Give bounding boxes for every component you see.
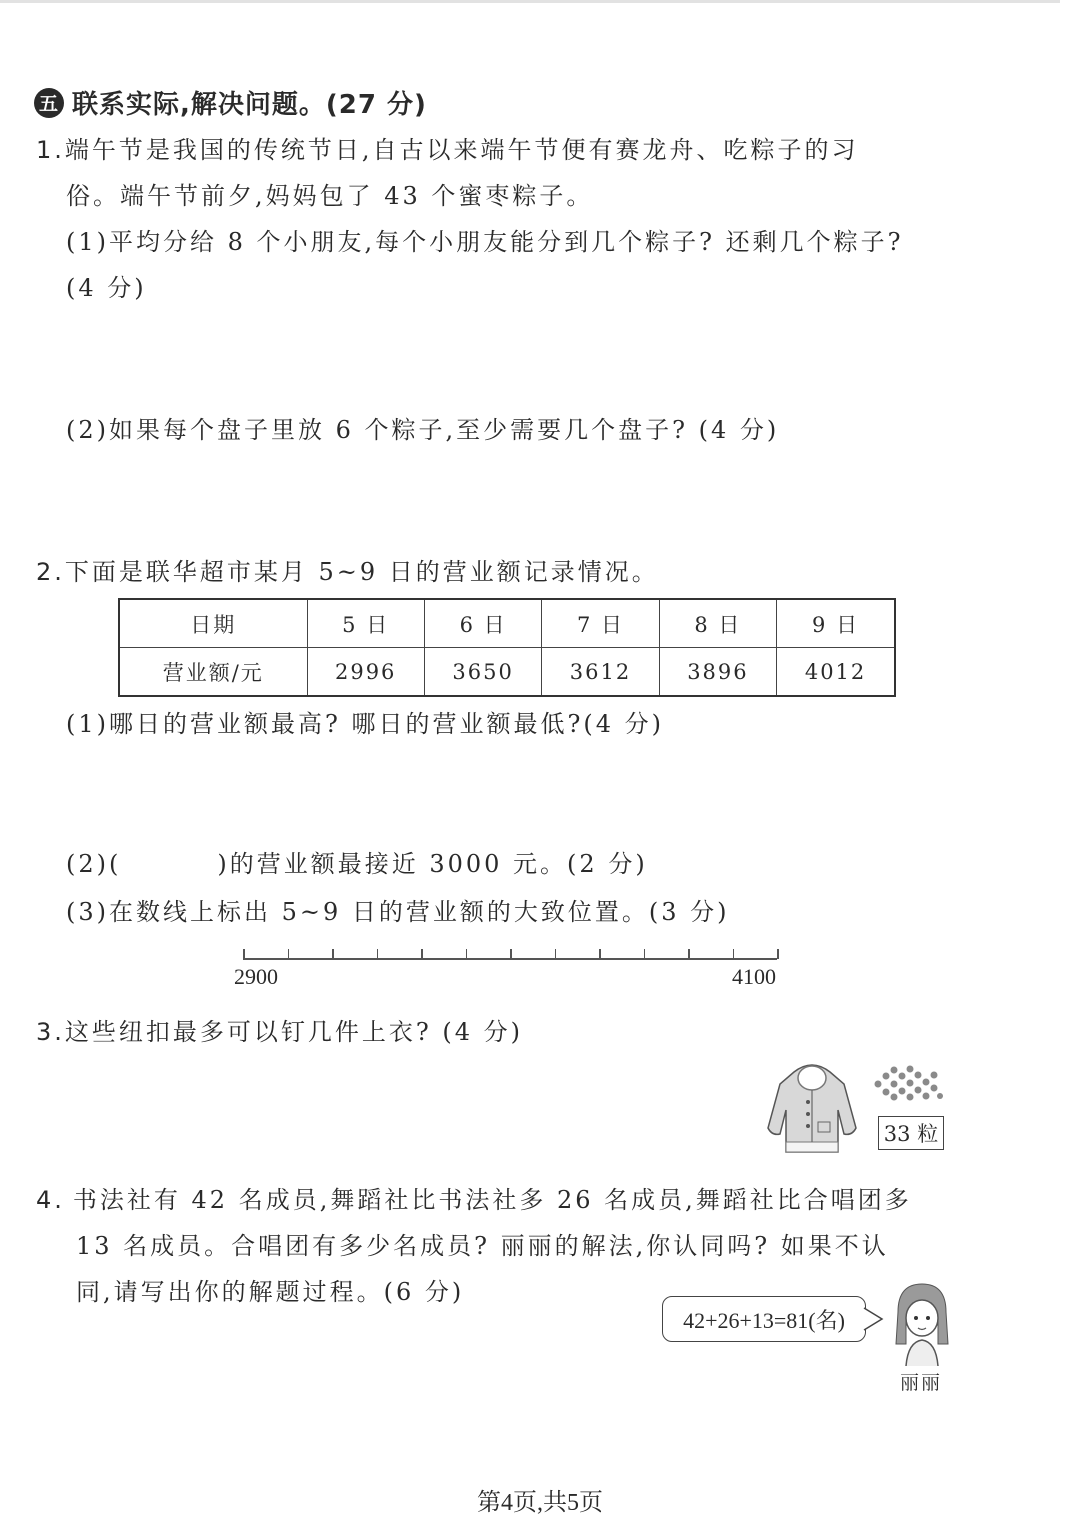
q2-sub2-prefix: (2)( xyxy=(66,850,122,878)
sales-table xyxy=(118,598,896,697)
q1-sub1-line2: (4 分) xyxy=(66,274,147,302)
number-line-tick xyxy=(332,949,334,959)
table-day-cell: 8 日 xyxy=(659,599,776,648)
q1-sub1-line1: (1)平均分给 8 个小朋友,每个小朋友能分到几个粽子? 还剩几个粽子? xyxy=(66,228,904,256)
number-line-end-label: 4100 xyxy=(732,964,776,989)
table-row-dates xyxy=(119,599,895,648)
number-line-tick xyxy=(243,949,245,959)
table-sales-cell: 4012 xyxy=(777,648,895,697)
number-line-tick xyxy=(377,949,379,959)
q2-intro-line xyxy=(36,552,659,587)
q3-number: 3. xyxy=(36,1018,65,1046)
number-line-tick xyxy=(644,949,646,959)
q2-sub1: (1)哪日的营业额最高? 哪日的营业额最低?(4 分) xyxy=(66,710,664,738)
q3-line xyxy=(36,1012,523,1047)
table-day-cell: 5 日 xyxy=(307,599,424,648)
q4-text-line2: 13 名成员。合唱团有多少名成员? 丽丽的解法,你认同吗? 如果不认 xyxy=(76,1232,889,1260)
buttons-count-label: 33 粒 xyxy=(878,1116,944,1150)
number-line-tick xyxy=(466,949,468,959)
top-border xyxy=(0,0,1060,3)
page-number: 第4页,共5页 xyxy=(477,1490,603,1516)
section-heading xyxy=(34,84,427,121)
section-badge: 五 xyxy=(34,88,64,118)
table-header-sales: 营业额/元 xyxy=(119,648,307,697)
q4-number: 4. xyxy=(36,1186,65,1214)
table-row-sales xyxy=(119,648,895,697)
table-day-cell: 9 日 xyxy=(777,599,895,648)
q1-sub2: (2)如果每个盘子里放 6 个粽子,至少需要几个盘子? (4 分) xyxy=(66,416,780,444)
number-line-tick xyxy=(688,949,690,959)
table-sales-cell: 3650 xyxy=(424,648,541,697)
speech-bubble: 42+26+13=81(名) xyxy=(662,1296,866,1342)
q2-sub3: (3)在数线上标出 5~9 日的营业额的大致位置。(3 分) xyxy=(66,898,730,926)
buttons-pile-illustration xyxy=(870,1064,944,1104)
q2-sub2 xyxy=(66,844,648,879)
table-sales-cell: 3612 xyxy=(542,648,659,697)
number-line-tick xyxy=(510,949,512,959)
table-day-cell: 6 日 xyxy=(424,599,541,648)
table-sales-cell: 2996 xyxy=(307,648,424,697)
q1-line1 xyxy=(36,130,859,165)
q1-text-line1: 端午节是我国的传统节日,自古以来端午节便有赛龙舟、吃粽子的习 xyxy=(64,136,859,164)
q2-sub2-suffix: )的营业额最接近 3000 元。(2 分) xyxy=(217,850,648,878)
number-line-tick xyxy=(777,949,779,959)
character-name: 丽丽 xyxy=(900,1372,943,1394)
table-header-date: 日期 xyxy=(119,599,307,648)
q2-number: 2. xyxy=(36,558,65,586)
q2-intro: 下面是联华超市某月 5~9 日的营业额记录情况。 xyxy=(64,558,659,586)
q1-number: 1. xyxy=(36,136,65,164)
q4-line1 xyxy=(36,1180,912,1215)
q1-text-line2: 俗。端午节前夕,妈妈包了 43 个蜜枣粽子。 xyxy=(66,182,594,210)
q3-text: 这些纽扣最多可以钉几件上衣? (4 分) xyxy=(64,1018,524,1046)
table-sales-cell: 3896 xyxy=(659,648,776,697)
number-line-start-label: 2900 xyxy=(234,964,278,989)
number-line-tick xyxy=(288,949,290,959)
number-line-tick xyxy=(421,949,423,959)
number-line-tick xyxy=(733,949,735,959)
q4-text-line3: 同,请写出你的解题过程。(6 分) xyxy=(76,1278,465,1306)
coat-illustration xyxy=(764,1058,860,1156)
table-day-cell: 7 日 xyxy=(542,599,659,648)
speech-bubble-tail xyxy=(862,1306,886,1332)
number-line-tick xyxy=(599,949,601,959)
girl-lili-illustration xyxy=(890,1282,952,1366)
q4-text-line1: 书法社有 42 名成员,舞蹈社比书法社多 26 名成员,舞蹈社比合唱团多 xyxy=(72,1186,912,1214)
section-title: 联系实际,解决问题。(27 分) xyxy=(72,90,427,120)
number-line-tick xyxy=(555,949,557,959)
